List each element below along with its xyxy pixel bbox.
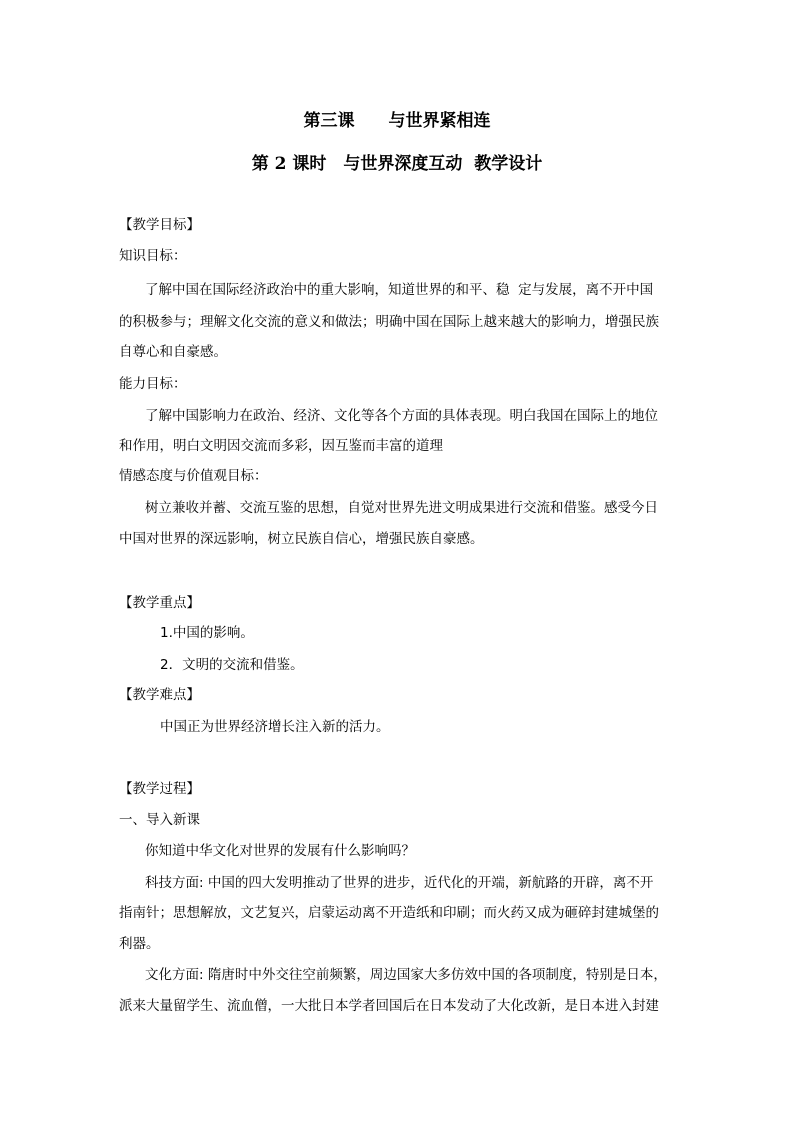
difficulty-text: 中国正为世界经济增长注入新的活力。	[160, 719, 390, 735]
knowledge-line: 自尊心和自豪感。	[119, 344, 227, 360]
tech-line: 指南针；思想解放，文艺复兴，启蒙运动离不开造纸和印刷；而火药又成为砸碎封建城堡的	[119, 905, 659, 921]
ability-line: 和作用，明白文明因交流而多彩，因互鉴而丰富的道理	[119, 438, 443, 454]
process-heading: 【教学过程】	[119, 781, 200, 797]
culture-line: 派来大量留学生、流血僧，一大批日本学者回国后在日本发动了大化改新，是日本进入封建	[119, 998, 659, 1014]
emotion-label: 情感态度与价值观目标：	[119, 468, 268, 484]
key-point-item: 2．文明的交流和借鉴。	[160, 657, 304, 673]
knowledge-label: 知识目标：	[119, 248, 187, 264]
key-points-heading: 【教学重点】	[119, 595, 200, 611]
ability-line: 了解中国影响力在政治、经济、文化等各个方面的具体表现。明白我国在国际上的地位	[145, 408, 658, 424]
difficulties-heading: 【教学难点】	[119, 687, 200, 703]
ability-label: 能力目标：	[119, 376, 187, 392]
key-point-item: 1.中国的影响。	[160, 625, 254, 641]
lesson-title: 第三课 与世界紧相连	[303, 111, 491, 131]
knowledge-line: 了解中国在国际经济政治中的重大影响，知道世界的和平、稳 定与发展，离不开中国	[145, 282, 654, 298]
tech-line: 科技方面: 中国的四大发明推动了世界的进步，近代化的开端，新航路的开辟，离不开	[145, 875, 654, 891]
culture-line: 文化方面: 隋唐时中外交往空前频繁，周边国家大多仿效中国的各项制度，特别是日本，	[145, 967, 667, 983]
emotion-line: 树立兼收并蓄、交流互鉴的思想，自觉对世界先进文明成果进行交流和借鉴。感受今日	[145, 500, 658, 516]
emotion-line: 中国对世界的深远影响，树立民族自信心，增强民族自豪感。	[119, 531, 484, 547]
tech-line: 利器。	[119, 936, 160, 952]
objectives-heading: 【教学目标】	[119, 217, 200, 233]
section-heading: 一、导入新课	[119, 812, 200, 828]
lesson-subtitle: 第 2 课时 与世界深度互动 教学设计	[251, 154, 543, 174]
knowledge-line: 的积极参与；理解文化交流的意义和做法；明确中国在国际上越来越大的影响力，增强民族	[119, 314, 659, 330]
intro-question: 你知道中华文化对世界的发展有什么影响吗？	[145, 843, 415, 859]
